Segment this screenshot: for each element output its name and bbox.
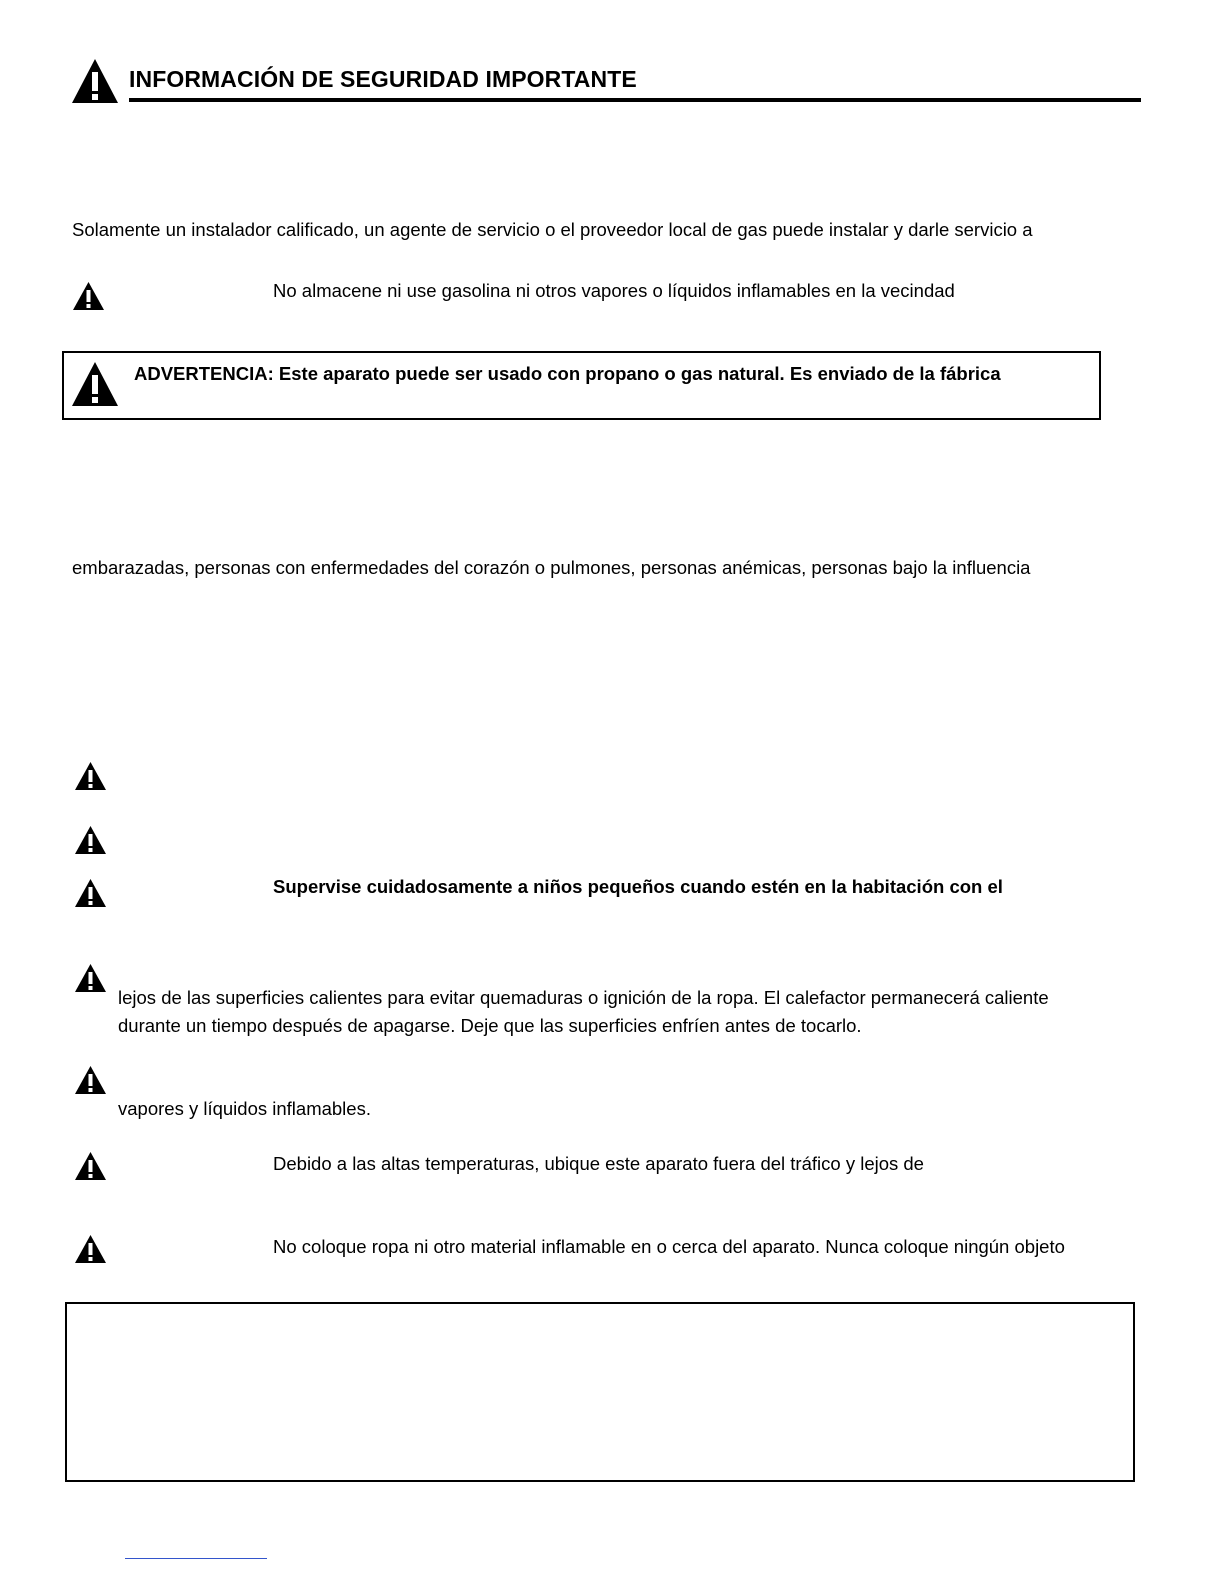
footer-link-underline[interactable] [125, 1558, 267, 1559]
pregnant-paragraph: embarazadas, personas con enfermedades del corazón o pulmones, personas anémicas, personas bajo la influencia [72, 557, 1031, 578]
warning-icon-2 [74, 825, 107, 855]
page-title: INFORMACIÓN DE SEGURIDAD IMPORTANTE [129, 66, 637, 92]
advertencia-text: ADVERTENCIA: Este aparato puede ser usado con propano o gas natural. Es enviado de la fábrica [134, 363, 1001, 384]
installer-paragraph: Solamente un instalador calificado, un agente de servicio o el proveedor local de gas puede instalar y darle servicio a [72, 219, 1033, 240]
hot-surfaces-text-line1: lejos de las superficies calientes para evitar quemaduras o ignición de la ropa. El calefactor permanecerá caliente [118, 987, 1049, 1008]
children-warning-text: Supervise cuidadosamente a niños pequeños cuando estén en la habitación con el [273, 876, 1003, 897]
warning-icon-1 [74, 761, 107, 791]
vapors-warning-icon [74, 1065, 107, 1095]
header-divider [129, 98, 1141, 102]
clothing-text: No coloque ropa ni otro material inflamable en o cerca del aparato. Nunca coloque ningún objeto [273, 1236, 1065, 1257]
hot-surfaces-text-line2: durante un tiempo después de apagarse. Deje que las superficies enfríen antes de tocarlo. [118, 1015, 862, 1036]
advertencia-box [62, 351, 1101, 420]
hot-surfaces-warning-icon [74, 963, 107, 993]
bottom-notice-box [65, 1302, 1135, 1482]
header-warning-icon [71, 58, 119, 104]
gasoline-warning-icon [72, 281, 105, 311]
vapors-text: vapores y líquidos inflamables. [118, 1098, 371, 1119]
children-warning-icon [74, 878, 107, 908]
clothing-warning-icon [74, 1234, 107, 1264]
temperatures-warning-icon [74, 1151, 107, 1181]
temperatures-text: Debido a las altas temperaturas, ubique este aparato fuera del tráfico y lejos de [273, 1153, 924, 1174]
advertencia-warning-icon [71, 361, 119, 407]
gasoline-warning-text: No almacene ni use gasolina ni otros vapores o líquidos inflamables en la vecindad [273, 280, 955, 301]
